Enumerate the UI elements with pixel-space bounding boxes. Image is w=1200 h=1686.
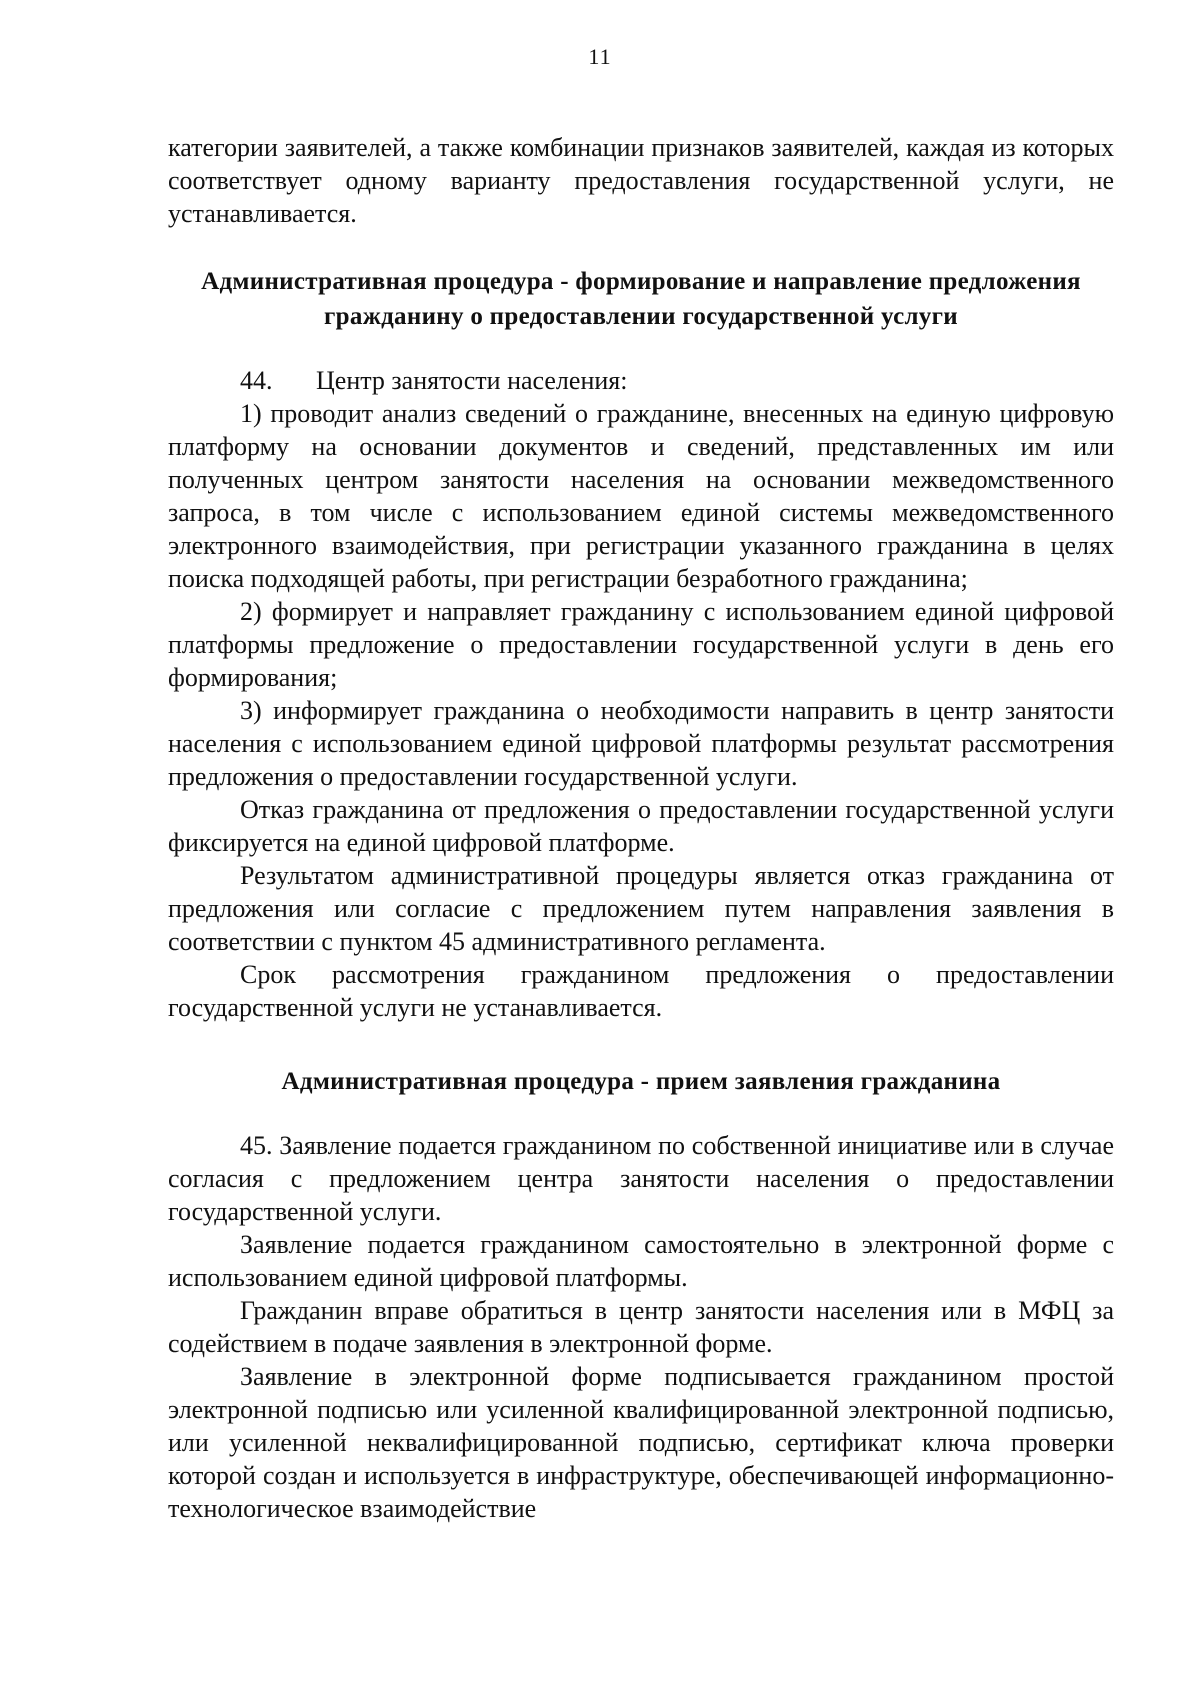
paragraph-continuation: категории заявителей, а также комбинации признаков заявителей, каждая из которых соответствует одному варианту предоставления государственной услуги, не устанавливается. [168, 133, 1114, 228]
paragraph-refusal: Отказ гражданина от предложения о предоставлении государственной услуги фиксируется на единой цифровой платформе. [168, 795, 1114, 857]
paragraph-subitem-3: 3) информирует гражданина о необходимости направить в центр занятости населения с использованием единой цифровой платформы результат рассмотрения предложения о предоставлении государственной услуги. [168, 696, 1114, 791]
section-heading-proposal: Административная процедура - формирование и направление предложения гражданину о предоставлении государственной услуги [201, 268, 1081, 330]
paragraph-item-44 [168, 364, 1114, 397]
paragraph-subitem-1: 1) проводит анализ сведений о гражданине, внесенных на единую цифровую платформу на основании документов и сведений, представленных им или полученных центром занятости населения на основании межведомственного запроса, в том числе с использованием единой системы межведомственного электронного взаимодействия, при регистрации указанного гражданина в целях поиска подходящей работы, при регистрации безработного гражданина; [168, 399, 1114, 593]
paragraph-submission: Заявление подается гражданином самостоятельно в электронной форме с использованием единой цифровой платформы. [168, 1230, 1114, 1292]
paragraph-subitem-2: 2) формирует и направляет гражданину с использованием единой цифровой платформы предложение о предоставлении государственной услуги в день его формирования; [168, 597, 1114, 692]
item-text: Центр занятости населения: [316, 366, 628, 395]
paragraph-term: Срок рассмотрения гражданином предложения о предоставлении государственной услуги не устанавливается. [168, 960, 1114, 1022]
paragraph-result: Результатом административной процедуры является отказ гражданина от предложения или согласие с предложением путем направления заявления в соответствии с пунктом 45 административного регламента. [168, 861, 1114, 956]
paragraph-item-45: 45. Заявление подается гражданином по собственной инициативе или в случае согласия с предложением центра занятости населения о предоставлении государственной услуги. [168, 1131, 1114, 1226]
section-heading-application: Административная процедура - прием заявления гражданина [281, 1068, 1001, 1095]
page-number: 11 [588, 44, 612, 69]
paragraph-mfc: Гражданин вправе обратиться в центр занятости населения или в МФЦ за содействием в подаче заявления в электронной форме. [168, 1296, 1114, 1358]
item-number: 44. [240, 366, 273, 395]
paragraph-signature: Заявление в электронной форме подписывается гражданином простой электронной подписью или усиленной квалифицированной электронной подписью, или усиленной неквалифицированной подписью, сертификат ключа проверки которой создан и используется в инфраструктуре, обеспечивающей информационно-технологическое взаимодействие [168, 1362, 1114, 1523]
document-body [168, 131, 1114, 1525]
